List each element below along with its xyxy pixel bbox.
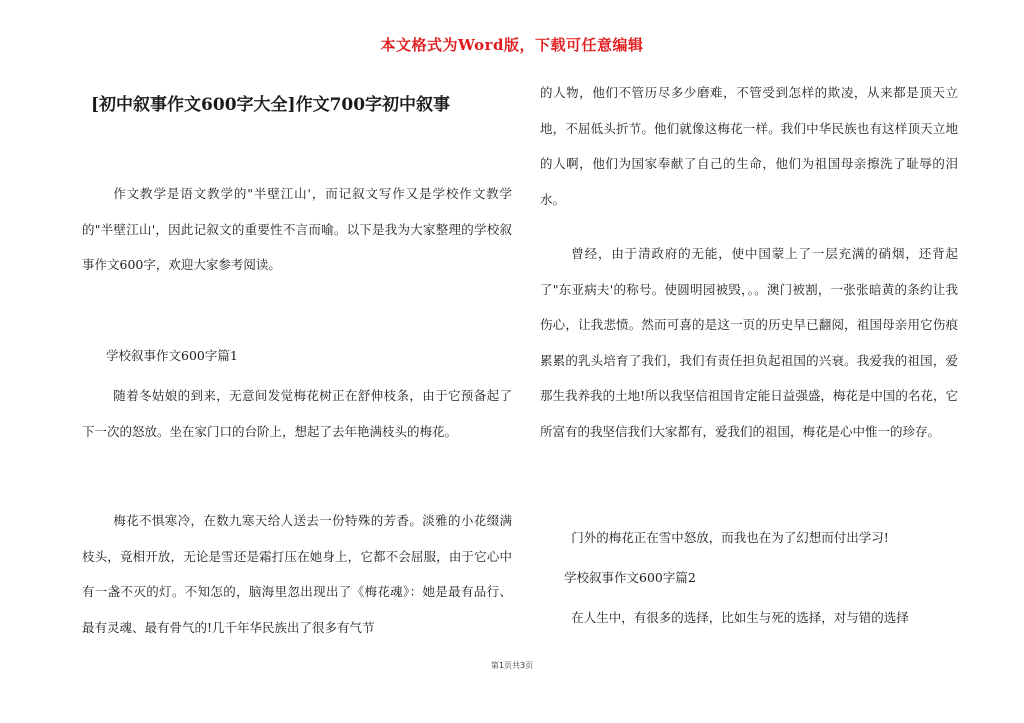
paragraph-choices: 在人生中，有很多的选择，比如生与死的选择，对与错的选择: [571, 610, 909, 625]
paragraph-history: 曾经，由于清政府的无能，使中国蒙上了一层充满的硝烟，还背起了"东亚病夫'的称号。使圆明园被毁，。。澳门被割，一张张暗黄的条约让我伤心，让我悲愤。然而可喜的是这一页的历史早已翻阅，祖国母亲用它伤痕累累的乳头培育了我们，我们有责任担负起祖国的兴衰。我爱我的祖国，爱那生我养我的土地!所以我坚信祖国肯定能日益强盛，梅花是中国的名花，它所富有的我坚信我们大家都有，爱我们的祖国，梅花是心中惟一的珍存。: [540, 246, 958, 439]
paragraph-plum-arrival: 随着冬姑娘的到来，无意间发觉梅花树正在舒伸枝条，由于它预备起了下一次的怒放。坐在家门口的台阶上，想起了去年艳满枝头的梅花。: [82, 388, 512, 439]
document-title: [初中叙事作文600字大全]作文700字初中叙事: [91, 95, 451, 115]
paragraph-conclusion: 门外的梅花正在雪中怒放，而我也在为了幻想而付出学习!: [571, 530, 889, 545]
intro-paragraph: 作文教学是语文教学的"半壁江山'，而记叙文写作又是学校作文教学的"半壁江山'，因此记叙文的重要性不言而喻。以下是我为大家整理的学校叙事作文600字，欢迎大家参考阅读。: [82, 186, 512, 272]
section-heading-1: 学校叙事作文600字篇1: [106, 348, 238, 363]
page-footer: 第1页共3页: [490, 661, 534, 670]
format-banner: 本文格式为Word版，下载可任意编辑: [380, 36, 644, 54]
paragraph-plum-cold: 梅花不惧寒冷，在数九寒天给人送去一份特殊的芳香。淡雅的小花缀满枝头，竟相开放，无论是雪还是霜打压在她身上，它都不会屈服，由于它心中有一盏不灭的灯。不知怎的，脑海里忽出现出了《梅花魂》：她是最有品行、最有灵魂、最有骨气的!几千年华民族出了很多有气节: [82, 513, 512, 635]
paragraph-heroes: 的人物，他们不管历尽多少磨难，不管受到怎样的欺凌，从来都是顶天立地，不屈低头折节。他们就像这梅花一样。我们中华民族也有这样顶天立地的人啊，他们为国家奉献了自己的生命，他们为祖国母亲擦洗了耻辱的泪水。: [540, 85, 958, 207]
section-heading-2: 学校叙事作文600字篇2: [564, 570, 696, 585]
